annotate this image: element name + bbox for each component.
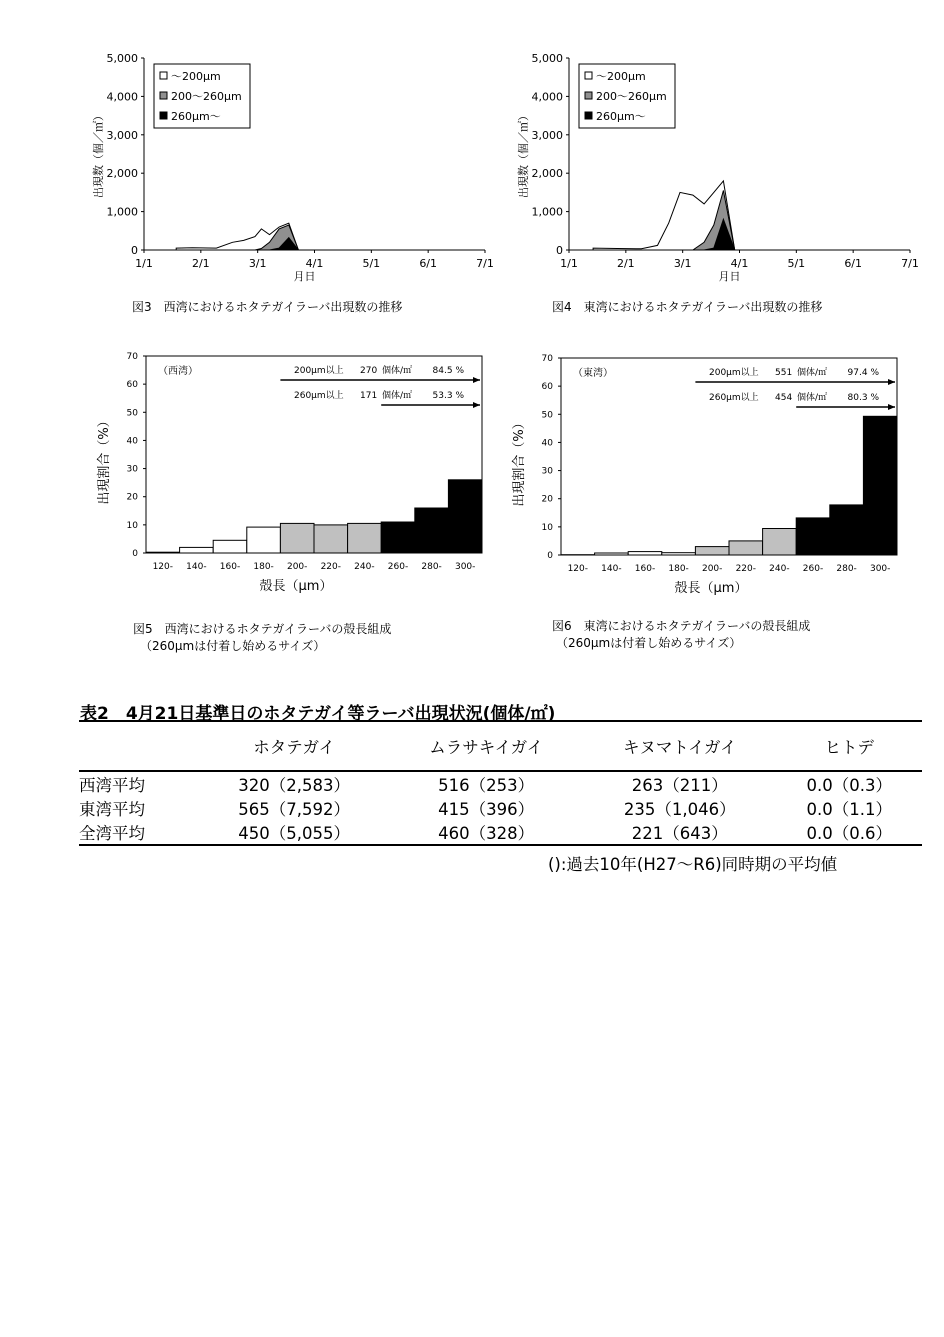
row-label: 全湾平均 — [79, 820, 199, 845]
table-row — [79, 771, 922, 796]
annot-260-count: 171 — [360, 391, 378, 401]
legend-label: 260μm～ — [171, 110, 221, 123]
fig5-caption-note: （260μmは付着し始めるサイズ） — [140, 639, 326, 653]
bar-180 — [247, 527, 281, 553]
y-tick-label: 60 — [126, 380, 138, 391]
table-cell: 0.0（0.6） — [776, 820, 922, 845]
fig3-line-chart — [80, 48, 500, 288]
fig3-caption: 図3 西湾におけるホタテガイラーバ出現数の推移 — [132, 300, 403, 314]
x-axis-title: 殻長（μm） — [259, 579, 333, 594]
table-row — [79, 820, 922, 845]
table2-note: ():過去10年(H27～R6)同時期の平均値 — [548, 855, 838, 874]
y-tick-label: 10 — [126, 520, 138, 531]
y-tick-label: 3,000 — [531, 128, 563, 142]
y-tick-label: 0 — [547, 551, 553, 561]
table-cell: 320（2,583） — [238, 776, 350, 795]
legend-swatch — [160, 72, 167, 79]
annot-200-pct: 84.5 % — [432, 366, 464, 376]
bar-300 — [863, 416, 897, 555]
x-tick-label: 300- — [869, 564, 891, 574]
table-cell: 565（7,592） — [238, 800, 350, 819]
legend-swatch — [160, 92, 167, 99]
table-cell: 415（396） — [438, 800, 535, 819]
fig4-line-chart — [505, 48, 925, 288]
bar-200 — [280, 523, 314, 553]
x-tick-label: 5/1 — [787, 257, 806, 270]
x-axis-title: 月日 — [293, 270, 316, 283]
annot-260-count: 454 — [775, 393, 793, 403]
bar-220 — [729, 541, 763, 555]
annot-200-count: 551 — [775, 368, 793, 378]
annot-200-pct: 97.4 % — [847, 368, 879, 378]
x-tick-label: 2/1 — [191, 257, 210, 270]
legend-label: 200～260μm — [171, 90, 242, 103]
x-tick-label: 300- — [454, 562, 476, 572]
table2-corner — [79, 722, 199, 771]
table-cell: 0.0（1.1） — [806, 800, 892, 819]
table-row — [79, 796, 922, 820]
y-axis-title: 出現割合（%） — [97, 414, 112, 505]
x-tick-label: 3/1 — [673, 257, 692, 270]
y-axis-title: 出現割合（%） — [512, 416, 527, 507]
legend-label: ～200μm — [171, 70, 221, 83]
y-tick-label: 60 — [541, 382, 553, 393]
annot-260-label: 260μm以上 — [294, 391, 344, 401]
table-cell: 450（5,055） — [199, 820, 389, 845]
x-tick-label: 140- — [601, 564, 622, 574]
x-tick-label: 7/1 — [476, 257, 494, 270]
y-tick-label: 1,000 — [531, 205, 563, 219]
y-tick-label: 4,000 — [531, 90, 563, 104]
row-label: 西湾平均 — [79, 776, 145, 795]
x-tick-label: 1/1 — [135, 257, 153, 270]
annot-200-unit: 個体/㎡ — [382, 366, 413, 376]
x-tick-label: 200- — [286, 562, 308, 572]
x-tick-label: 280- — [421, 562, 442, 572]
x-tick-label: 4/1 — [305, 257, 324, 270]
bar-260 — [796, 518, 830, 555]
x-axis-title: 月日 — [718, 270, 741, 283]
annot-260-label: 260μm以上 — [709, 393, 759, 403]
y-tick-label: 20 — [126, 492, 138, 503]
table2-col-header: ヒトデ — [776, 722, 922, 771]
y-tick-label: 0 — [132, 549, 138, 559]
table-cell: 263（211） — [631, 776, 728, 795]
bar-260 — [381, 522, 415, 553]
y-tick-label: 50 — [126, 408, 138, 419]
bay-label: （東湾） — [573, 368, 613, 379]
fig6-bar-chart — [505, 350, 905, 600]
x-tick-label: 180- — [668, 564, 689, 574]
bar-240 — [348, 523, 382, 553]
x-tick-label: 280- — [836, 564, 857, 574]
x-tick-label: 260- — [802, 564, 824, 574]
x-tick-label: 4/1 — [730, 257, 749, 270]
annot-260-unit: 個体/㎡ — [382, 391, 413, 401]
table-cell: 460（328） — [389, 820, 583, 845]
bar-280 — [415, 508, 449, 553]
annot-260-unit: 個体/㎡ — [797, 393, 828, 403]
x-tick-label: 7/1 — [901, 257, 919, 270]
x-tick-label: 6/1 — [419, 257, 438, 270]
y-tick-label: 5,000 — [531, 52, 563, 65]
y-tick-label: 40 — [541, 438, 553, 449]
table2-col-header: ホタテガイ — [199, 722, 389, 771]
table-cell: 235（1,046） — [623, 800, 736, 819]
x-tick-label: 3/1 — [248, 257, 267, 270]
x-tick-label: 240- — [769, 564, 790, 574]
x-tick-label: 160- — [219, 562, 241, 572]
y-tick-label: 5,000 — [106, 52, 138, 65]
x-tick-label: 5/1 — [362, 257, 381, 270]
y-tick-label: 2,000 — [106, 167, 138, 181]
bar-120 — [146, 552, 180, 553]
bar-160 — [213, 540, 247, 553]
x-tick-label: 220- — [320, 562, 342, 572]
x-axis-title: 殻長（μm） — [674, 581, 748, 596]
legend-swatch — [585, 72, 592, 79]
row-label: 東湾平均 — [79, 800, 145, 819]
annot-200-label: 200μm以上 — [294, 366, 344, 376]
x-tick-label: 260- — [387, 562, 409, 572]
annot-200-label: 200μm以上 — [709, 368, 759, 378]
y-tick-label: 4,000 — [106, 90, 138, 104]
annot-260-pct: 53.3 % — [432, 391, 464, 401]
table2-header-row — [79, 722, 922, 771]
y-tick-label: 30 — [541, 466, 553, 477]
bay-label: （西湾） — [158, 366, 198, 377]
fig5-caption: 図5 西湾におけるホタテガイラーバの殻長組成 — [133, 622, 392, 636]
legend-swatch — [160, 112, 167, 119]
legend-swatch — [585, 112, 592, 119]
bar-140 — [180, 547, 214, 553]
y-tick-label: 20 — [541, 494, 553, 505]
bar-180 — [662, 553, 696, 555]
x-tick-label: 240- — [354, 562, 375, 572]
annot-200-unit: 個体/㎡ — [797, 368, 828, 378]
x-tick-label: 160- — [634, 564, 656, 574]
fig6-caption-note: （260μmは付着し始めるサイズ） — [556, 636, 742, 650]
y-tick-label: 2,000 — [531, 167, 563, 181]
x-tick-label: 120- — [152, 562, 174, 572]
table-cell: 221（643） — [583, 820, 776, 845]
y-tick-label: 10 — [541, 522, 553, 533]
y-tick-label: 70 — [126, 352, 138, 362]
table2 — [79, 722, 922, 846]
fig4-caption: 図4 東湾におけるホタテガイラーバ出現数の推移 — [552, 300, 823, 314]
table2-col-header: キヌマトイガイ — [583, 722, 776, 771]
bar-200 — [695, 547, 729, 555]
y-tick-label: 50 — [541, 410, 553, 421]
legend-swatch — [585, 92, 592, 99]
table2-title: 表2 4月21日基準日のホタテガイ等ラーバ出現状況(個体/㎡) — [80, 704, 556, 724]
table2-col-header: ムラサキイガイ — [389, 722, 583, 771]
annot-200-count: 270 — [360, 366, 378, 376]
y-tick-label: 1,000 — [106, 205, 138, 219]
x-tick-label: 220- — [735, 564, 757, 574]
annot-260-pct: 80.3 % — [847, 393, 879, 403]
fig6-caption: 図6 東湾におけるホタテガイラーバの殻長組成 — [552, 619, 811, 633]
x-tick-label: 6/1 — [844, 257, 863, 270]
y-tick-label: 0 — [131, 244, 138, 257]
table-cell: 0.0（0.3） — [806, 776, 892, 795]
x-tick-label: 200- — [701, 564, 723, 574]
x-tick-label: 120- — [567, 564, 589, 574]
y-tick-label: 0 — [556, 244, 563, 257]
bar-300 — [448, 480, 482, 553]
y-tick-label: 40 — [126, 436, 138, 447]
x-tick-label: 1/1 — [560, 257, 578, 270]
legend-label: 200～260μm — [596, 90, 667, 103]
bar-140 — [595, 553, 629, 555]
bar-280 — [830, 505, 864, 555]
legend-label: 260μm～ — [596, 110, 646, 123]
legend-label: ～200μm — [596, 70, 646, 83]
x-tick-label: 140- — [186, 562, 207, 572]
y-axis-title: 出現数（個／㎡） — [517, 110, 530, 198]
y-tick-label: 3,000 — [106, 128, 138, 142]
bar-220 — [314, 525, 348, 553]
x-tick-label: 2/1 — [616, 257, 635, 270]
y-tick-label: 30 — [126, 464, 138, 475]
y-tick-label: 70 — [541, 354, 553, 364]
bar-240 — [763, 529, 797, 556]
fig5-bar-chart — [90, 348, 490, 598]
bar-160 — [628, 552, 662, 555]
y-axis-title: 出現数（個／㎡） — [92, 110, 105, 198]
x-tick-label: 180- — [253, 562, 274, 572]
table-cell: 516（253） — [438, 776, 535, 795]
